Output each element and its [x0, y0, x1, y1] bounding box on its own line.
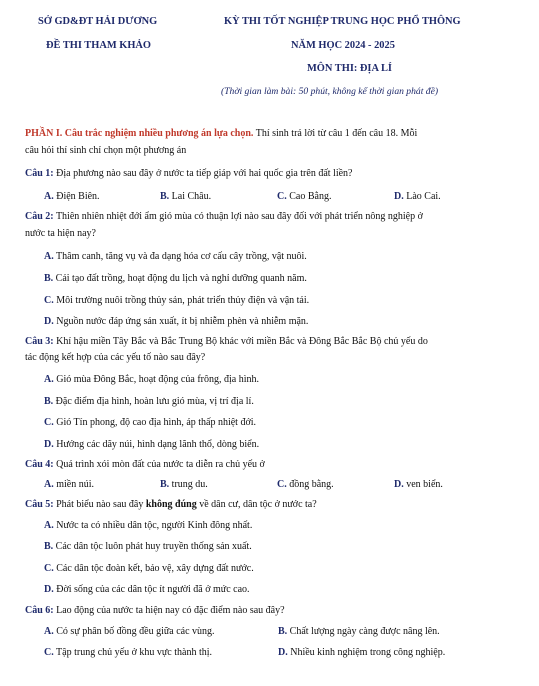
question-text: Phát biểu nào sau đây — [53, 499, 146, 510]
question-text-end: về dân cư, dân tộc ở nước ta? — [196, 499, 317, 510]
q6-option-a[interactable]: A. Có sự phân bố đồng đều giữa các vùng. — [44, 626, 215, 637]
q3-option-c[interactable]: C. Gió Tín phong, độ cao địa hình, áp thấp nhiệt đới. — [44, 417, 257, 428]
question-label: Câu 2: — [25, 211, 54, 222]
exam-name: KỲ THI TỐT NGHIỆP TRUNG HỌC PHỔ THÔNG — [224, 16, 461, 27]
q3-option-b[interactable]: B. Đặc điểm địa hình, hoàn lưu gió mùa, vị trí địa lí. — [44, 396, 254, 407]
subject-title: MÔN THI: ĐỊA LÍ — [307, 63, 392, 74]
question-text: Khí hậu miền Tây Bắc và Bắc Trung Bộ khác với miền Bắc và Đông Bắc Bắc Bộ chủ yếu do — [53, 336, 428, 347]
question-6 — [25, 604, 285, 617]
question-label: Câu 6: — [25, 605, 54, 616]
question-3 — [25, 335, 428, 348]
question-label: Câu 3: — [25, 336, 54, 347]
q6-option-b[interactable]: B. Chất lượng ngày càng được nâng lên. — [278, 626, 440, 637]
q1-option-a[interactable]: A. Điện Biên. — [44, 191, 100, 202]
question-2 — [25, 210, 423, 223]
question-5 — [25, 498, 317, 511]
q4-option-a[interactable]: A. miền núi. — [44, 479, 95, 490]
question-text-cont: tác động kết hợp của các yếu tố nào sau đây? — [25, 352, 206, 363]
question-label: Câu 4: — [25, 459, 54, 470]
school-year: NĂM HỌC 2024 - 2025 — [291, 40, 395, 51]
exam-type: ĐỀ THI THAM KHẢO — [46, 40, 151, 51]
q4-option-d[interactable]: D. ven biển. — [394, 479, 443, 490]
time-note: (Thời gian làm bài: 50 phút, không kể thời gian phát đề) — [221, 86, 439, 97]
question-text: Lao động của nước ta hiện nay có đặc điểm nào sau đây? — [53, 605, 285, 616]
part1-instruction-cont: câu hỏi thí sinh chỉ chọn một phương án — [25, 145, 187, 156]
q6-option-c[interactable]: C. Tập trung chủ yếu ở khu vực thành thị. — [44, 647, 213, 658]
emphasis-text: không đúng — [145, 499, 197, 510]
question-label: Câu 5: — [25, 499, 54, 510]
question-text: Địa phương nào sau đây ở nước ta tiếp giáp với hai quốc gia trên đất liền? — [53, 168, 353, 179]
q4-option-b[interactable]: B. trung du. — [160, 479, 208, 490]
part1-title: PHẦN I. Câu trắc nghiệm nhiều phương án lựa chọn. — [25, 128, 254, 139]
q4-option-c[interactable]: C. đồng bằng. — [277, 479, 334, 490]
q1-option-d[interactable]: D. Lào Cai. — [394, 191, 441, 202]
question-1 — [25, 167, 352, 180]
q3-option-a[interactable]: A. Gió mùa Đông Bắc, hoạt động của frông, địa hình. — [44, 374, 259, 385]
q1-option-c[interactable]: C. Cao Bằng. — [277, 191, 332, 202]
q5-option-a[interactable]: A. Nước ta có nhiều dân tộc, người Kinh đông nhất. — [44, 520, 253, 531]
q5-option-d[interactable]: D. Đời sống của các dân tộc ít người đã ở mức cao. — [44, 584, 250, 595]
q2-option-a[interactable]: A. Thâm canh, tăng vụ và đa dạng hóa cơ cấu cây trồng, vật nuôi. — [44, 251, 307, 262]
q2-option-b[interactable]: B. Cải tạo đất trồng, hoạt động du lịch và nghỉ dưỡng quanh năm. — [44, 273, 307, 284]
q3-option-d[interactable]: D. Hướng các dãy núi, hình dạng lãnh thổ, dòng biển. — [44, 439, 260, 450]
org-name: SỞ GD&ĐT HẢI DƯƠNG — [38, 16, 158, 27]
question-label: Câu 1: — [25, 168, 54, 179]
question-text-cont: nước ta hiện nay? — [25, 228, 96, 239]
question-text: Thiên nhiên nhiệt đới ẩm gió mùa có thuận lợi nào sau đây đối với phát triển nông nghiệp ở — [53, 211, 423, 222]
q5-option-c[interactable]: C. Các dân tộc đoàn kết, bảo vệ, xây dựng đất nước. — [44, 563, 254, 574]
part1-intro — [25, 127, 417, 140]
q5-option-b[interactable]: B. Các dân tộc luôn phát huy truyền thống sản xuất. — [44, 541, 252, 552]
q6-option-d[interactable]: D. Nhiều kinh nghiệm trong công nghiệp. — [278, 647, 446, 658]
q1-option-b[interactable]: B. Lai Châu. — [160, 191, 212, 202]
q2-option-d[interactable]: D. Nguồn nước đáp ứng sản xuất, ít bị nhiễm phèn và nhiễm mặn. — [44, 316, 309, 327]
question-4 — [25, 458, 265, 471]
q2-option-c[interactable]: C. Môi trường nuôi trồng thủy sản, phát triển thủy điện và vận tải. — [44, 295, 310, 306]
part1-instruction: Thí sinh trả lời từ câu 1 đến câu 18. Mỗi — [253, 128, 418, 139]
question-text: Quá trình xói mòn đất của nước ta diễn ra chủ yếu ở — [53, 459, 265, 470]
